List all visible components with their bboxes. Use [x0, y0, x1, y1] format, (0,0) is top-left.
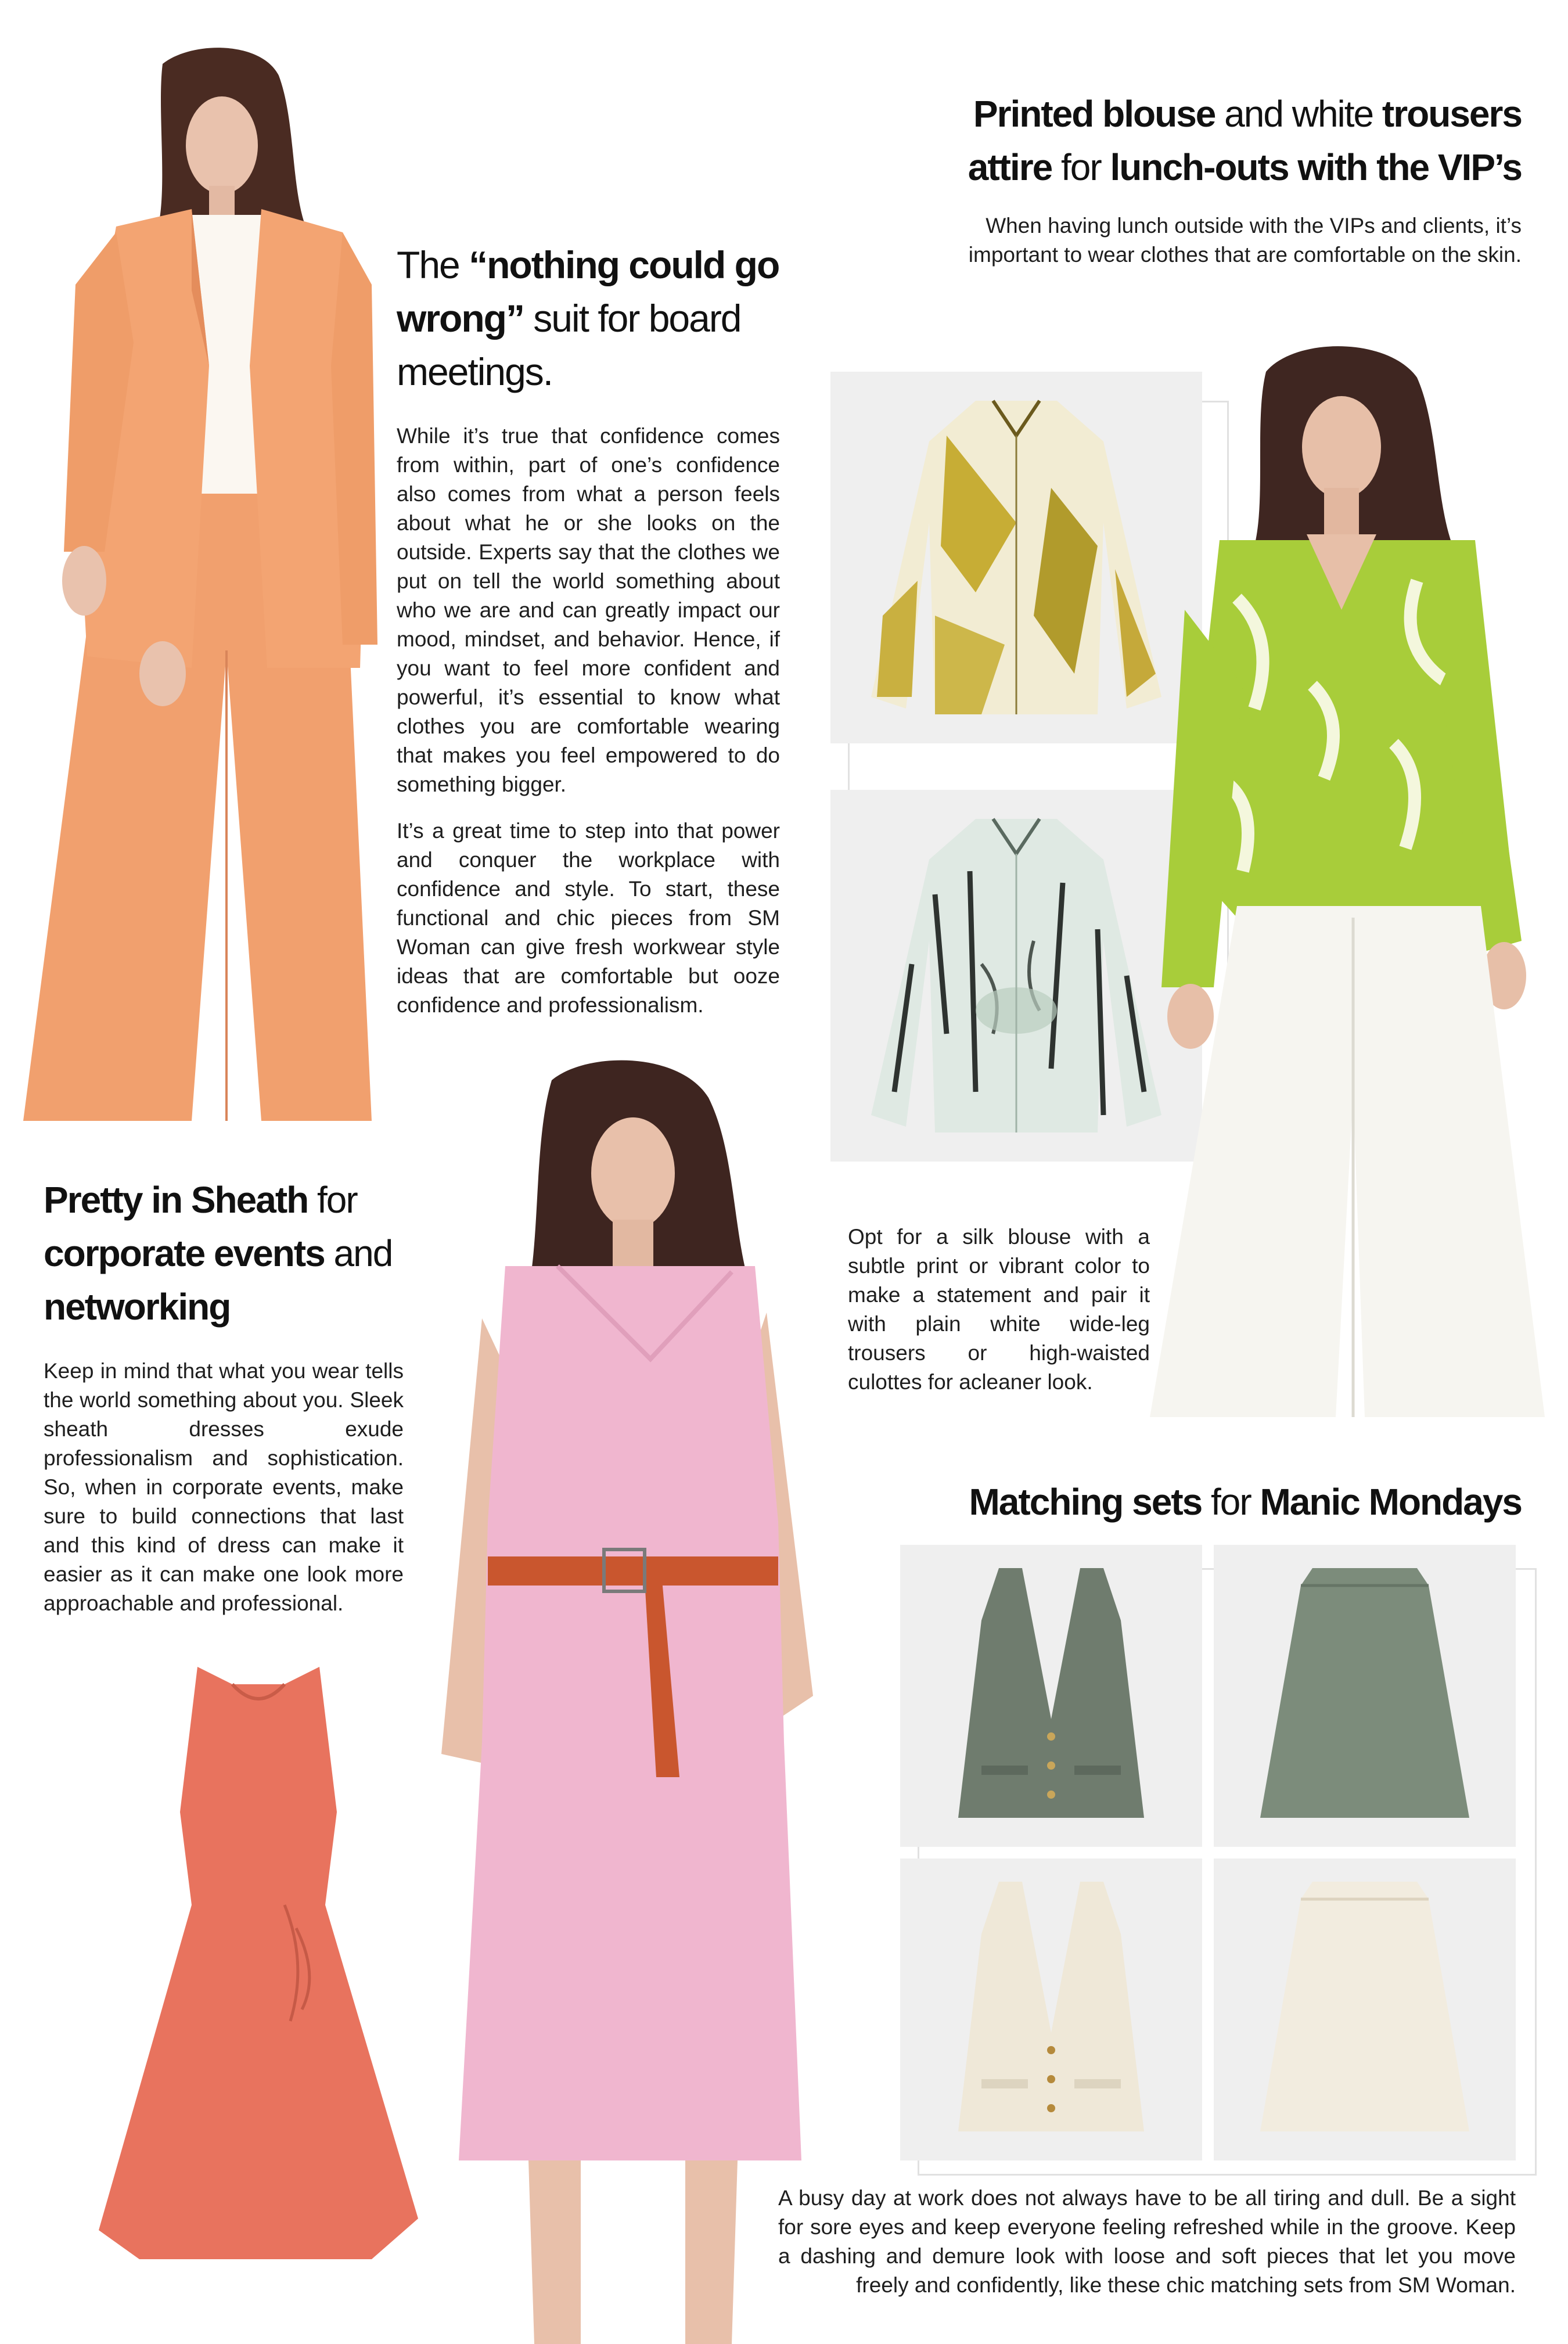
blouse-title-light-1: and white	[1215, 93, 1382, 135]
blouse-title-bold-1: Printed blouse	[973, 93, 1215, 135]
model-suit-photo	[17, 41, 389, 1121]
blouse-title	[900, 87, 1522, 194]
cream-vest-panel	[900, 1858, 1202, 2160]
blouse-title-bold-2: trousers attire	[968, 93, 1522, 188]
suit-title-prefix: The	[397, 243, 469, 286]
sage-skirt-panel	[1214, 1545, 1516, 1847]
sets-title-light-1: for	[1202, 1481, 1260, 1523]
sets-title-bold-2: Manic Mondays	[1260, 1481, 1522, 1523]
sets-body: A busy day at work does not always have to be all tiring and dull. Be a sight for sore eyes and keep everyone feeling refreshed while in the groove. Keep a dashing and demure look with loose and soft pieces that let you move freely and confidently, like these chic matching sets from SM Woman.	[778, 2186, 1516, 2297]
suit-title	[397, 238, 815, 398]
model-dress-photo	[407, 1057, 894, 2344]
mustard-blouse-icon	[830, 372, 1202, 743]
sheath-title-bold-1: Pretty in Sheath	[44, 1179, 308, 1221]
sets-title-bold-1: Matching sets	[969, 1481, 1202, 1523]
sets-title	[871, 1475, 1522, 1529]
sage-vest-panel	[900, 1545, 1202, 1847]
sheath-title-bold-3: networking	[44, 1286, 231, 1328]
sheath-title-light-2: and	[324, 1232, 393, 1274]
sheath-title-bold-2: corporate events	[44, 1232, 325, 1274]
suit-title-suffix: suit for board meetings.	[397, 297, 741, 393]
sage-vest-icon	[900, 1545, 1202, 1847]
suit-paragraph-1: While it’s true that confidence comes from within, part of one’s confidence also comes from what a person feels about what he or she looks on the outside. Experts say that the clothes we put on tell the world something about who we are and can greatly impact our mood, mindset, and behavior. Hence, if you want to feel more confident and powerful, it’s essential to know what clothes you are comfortable wearing that makes you feel empowered to do something bigger.	[397, 424, 780, 796]
blouse-section-header	[900, 87, 1522, 269]
sheath-section	[44, 1173, 450, 1618]
suit-section	[397, 238, 815, 1037]
sage-skirt-icon	[1214, 1545, 1516, 1847]
cream-vest-icon	[900, 1858, 1202, 2160]
sheath-body: Keep in mind that what you wear tells the world something about you. Sleek sheath dresses exude professionalism and sophistication. So, when in corporate events, make sure to build connections that last and this kind of dress can make it easier as it can make one look more approachable and professional.	[44, 1359, 404, 1615]
suit-paragraph-2: It’s a great time to step into that power and conquer the workplace with confidence and style. To start, these functional and chic pieces from SM Woman can give fresh workwear style ideas that are comfortable but ooze confidence and professionalism.	[397, 819, 780, 1017]
cream-skirt-icon	[1214, 1858, 1516, 2160]
suit-body	[397, 422, 780, 1020]
sheath-title-light-1: for	[308, 1179, 357, 1221]
blouse-intro: When having lunch outside with the VIPs and clients, it’s important to wear clothes that are comfortable on the skin.	[968, 214, 1522, 267]
blouse-title-bold-3: lunch-outs with the VIP’s	[1110, 146, 1522, 188]
blouse-title-light-2: for	[1052, 146, 1110, 188]
coral-dress-photo	[93, 1661, 424, 2265]
sheath-title	[44, 1173, 450, 1333]
mustard-blouse-panel	[830, 372, 1202, 743]
cream-skirt-panel	[1214, 1858, 1516, 2160]
model-blouse-photo	[1150, 337, 1556, 1417]
suit-title-bold: “nothing could go wrong”	[397, 243, 779, 340]
blouse-caption: Opt for a silk blouse with a subtle print or vibrant color to make a statement and pair it with plain white wide-leg trousers or high-waisted culottes for acleaner look.	[848, 1225, 1150, 1394]
